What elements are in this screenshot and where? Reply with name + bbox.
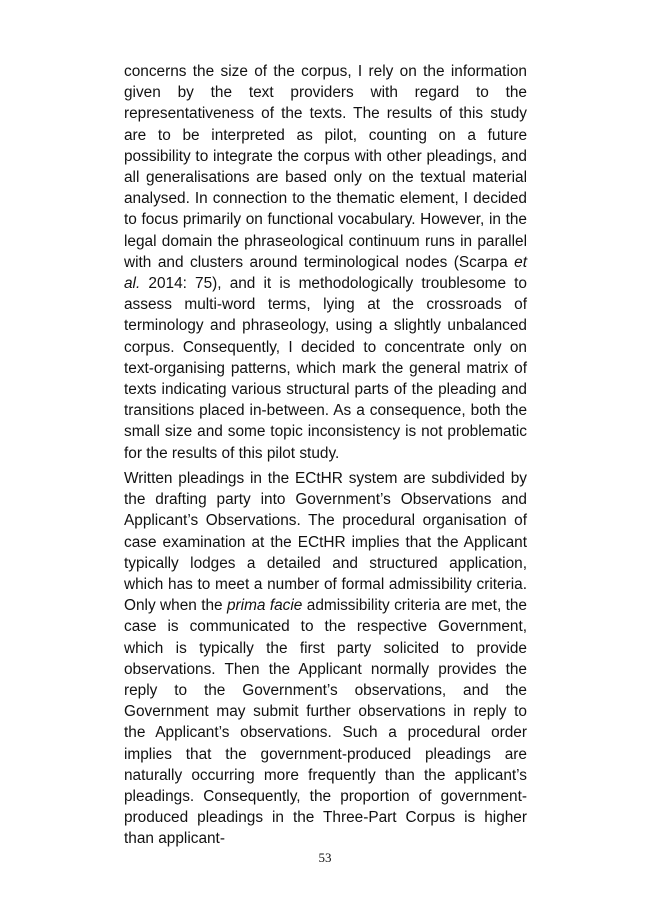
paragraph-1-text-b: 2014: 75), and it is methodologically troublesome to assess multi-word terms, lying at the crossroads of terminology and phraseology, using a slightly unbalanced corpus. Consequently, I decided to concentrate only on text-organising patterns, which mark the general matrix of texts indicating various structural parts of the pleading and transitions placed in-between. As a consequence, both the small size and some topic inconsistency is not problematic for the results of this pilot study. xyxy=(124,275,527,462)
paragraph-2 xyxy=(124,468,527,850)
page-number: 53 xyxy=(318,850,332,865)
paragraph-2-text-b: admissibility criteria are met, the case is communicated to the respective Government, which is typically the first party solicited to provide observations. Then the Applicant normally provides the reply to the Government’s observations, and the Government may submit further observations in reply to the Applicant’s observations. Such a procedural order implies that the government-produced pleadings are naturally occurring more frequently than the applicant’s pleadings. Consequently, the proportion of government-produced pleadings in the Three-Part Corpus is higher than applicant- xyxy=(124,597,527,848)
paragraph-2-italic-prima-facie: prima facie xyxy=(226,597,303,615)
paragraph-2-text-a: Written pleadings in the ECtHR system are subdivided by the drafting party into Government’s Observations and Applicant’s Observations. The procedural organisation of case examination at the ECtHR implies that the Applicant typically lodges a detailed and structured application, which has to meet a number of formal admissibility criteria. Only when the xyxy=(124,470,527,615)
paragraph-1-text-a: concerns the size of the corpus, I rely on the information given by the text providers with regard to the representativeness of the texts. The results of this study are to be interpreted as pilot, counting on a future possibility to integrate the corpus with other pleadings, and all generalisations are based only on the textual material analysed. In connection to the thematic element, I decided to focus primarily on functional vocabulary. However, in the legal domain the phraseological continuum runs in parallel with and clusters around terminological nodes (Scarpa xyxy=(124,63,527,271)
paragraph-1 xyxy=(124,61,527,464)
paragraph-1-italic-et-al: et al. xyxy=(124,253,527,293)
